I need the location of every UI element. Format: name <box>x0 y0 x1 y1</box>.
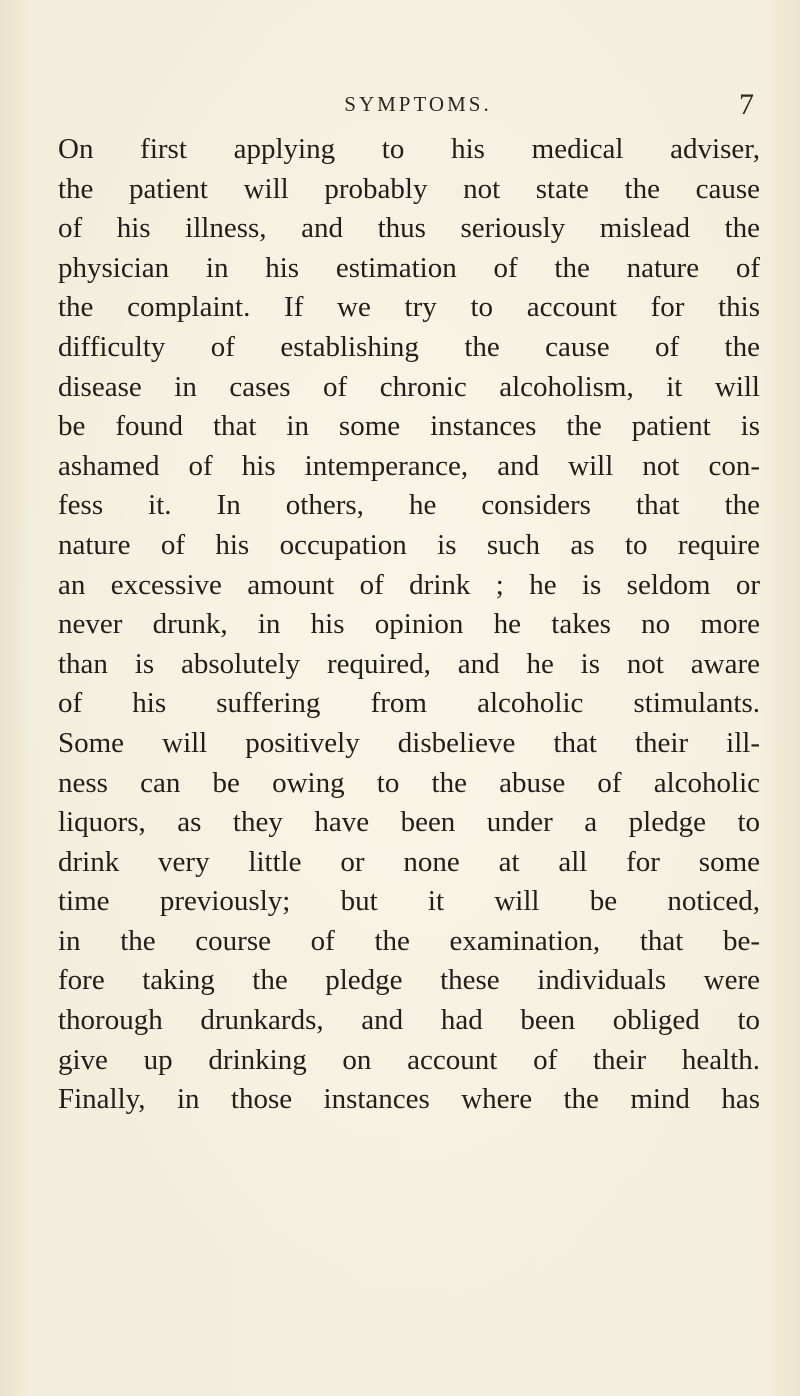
text-line: disease in cases of chronic alcoholism, it will <box>58 370 760 403</box>
text-line: ness can be owing to the abuse of alcoholic <box>58 766 760 799</box>
text-line: than is absolutely required, and he is not aware <box>58 647 760 680</box>
running-head <box>58 88 758 128</box>
text-line: fess it. In others, he considers that the <box>58 489 760 522</box>
body-paragraph <box>58 130 760 1120</box>
page-number: 7 <box>739 88 754 121</box>
text-line: never drunk, in his opinion he takes no more <box>58 608 760 641</box>
text-line: time previously; but it will be noticed, <box>58 885 760 918</box>
text-line: physician in his estimation of the nature of <box>58 251 760 284</box>
text-line: ashamed of his intemperance, and will not con- <box>58 449 760 482</box>
text-line: Some will positively disbelieve that their ill- <box>58 726 760 759</box>
text-line: the patient will probably not state the cause <box>58 172 760 205</box>
text-line: On first applying to his medical adviser, <box>58 133 760 165</box>
text-line: be found that in some instances the patient is <box>58 410 760 443</box>
text-line: the complaint. If we try to account for this <box>58 291 760 324</box>
text-line: Finally, in those instances where the mind has <box>58 1083 760 1116</box>
text-line: an excessive amount of drink ; he is seldom or <box>58 568 760 601</box>
text-line: of his illness, and thus seriously mislead the <box>58 212 760 245</box>
text-line: difficulty of establishing the cause of the <box>58 330 760 363</box>
text-line: liquors, as they have been under a pledge to <box>58 806 760 839</box>
text-line: give up drinking on account of their health. <box>58 1043 760 1076</box>
text-line: drink very little or none at all for some <box>58 845 760 878</box>
text-line: fore taking the pledge these individuals were <box>58 964 760 997</box>
text-line: nature of his occupation is such as to require <box>58 528 760 561</box>
text-line: in the course of the examination, that be- <box>58 924 760 957</box>
running-title: SYMPTOMS. <box>344 92 492 116</box>
text-line: of his suffering from alcoholic stimulants. <box>58 687 760 720</box>
text-line: thorough drunkards, and had been obliged to <box>58 1004 760 1037</box>
